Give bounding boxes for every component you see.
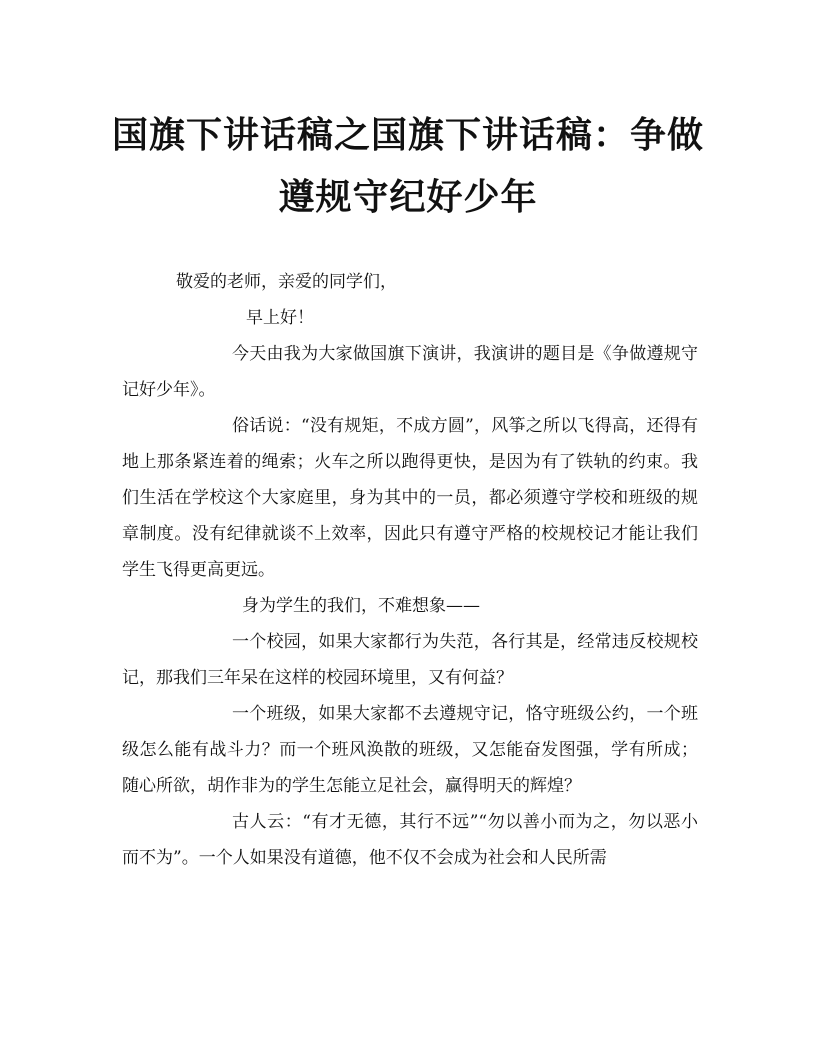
intro-paragraph: 今天由我为大家做国旗下演讲，我演讲的题目是《争做遵规守记好少年》。 [122, 344, 698, 400]
quote-paragraph: 古人云：“有才无德，其行不远”“勿以善小而为之，勿以恶小而不为”。一个人如果没有道德，他不仅不会成为社会和人民所需 [122, 812, 698, 868]
greeting-paragraph: 早上好！ [246, 308, 314, 328]
class-paragraph: 一个班级，如果大家都不去遵规守记，恪守班级公约，一个班级怎么能有战斗力？而一个班风涣散的班级，又怎能奋发图强，学有所成；随心所欲，胡作非为的学生怎能立足社会，赢得明天的辉煌？ [122, 704, 698, 796]
campus-paragraph: 一个校园，如果大家都行为失范，各行其是，经常违反校规校记，那我们三年呆在这样的校园环境里，又有何益？ [122, 632, 698, 688]
document-body [122, 264, 698, 876]
rules-paragraph: 俗话说：“没有规矩，不成方圆”，风筝之所以飞得高，还得有地上那条紧连着的绳索；火车之所以跑得更快，是因为有了铁轨的约束。我们生活在学校这个大家庭里，身为其中的一员，都必须遵守学校和班级的规章制度。没有纪律就谈不上效率，因此只有遵守严格的校规校记才能让我们学生飞得更高更远。 [122, 416, 698, 580]
salutation-paragraph: 敬爱的老师，亲爱的同学们， [176, 272, 397, 292]
imagine-paragraph: 身为学生的我们，不难想象—— [242, 596, 480, 616]
document-title: 国旗下讲话稿之国旗下讲话稿：争做遵规守纪好少年 [111, 114, 704, 218]
